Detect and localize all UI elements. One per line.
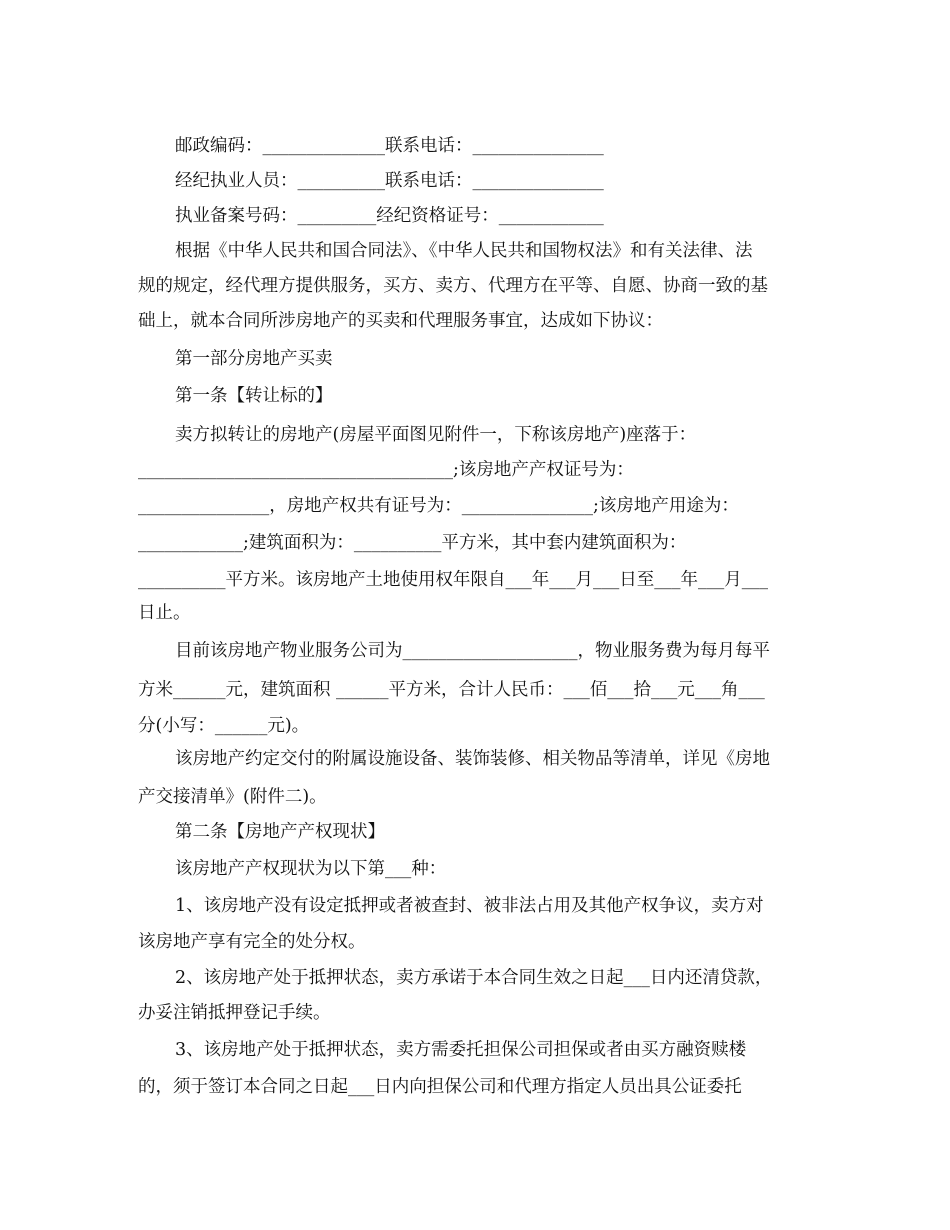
text-line-handover-2: 产交接清单》(附件二)。: [138, 787, 327, 807]
text-line-art1-6: 日止。: [138, 603, 191, 623]
text-line-property-service-3: 分(小写：______元)。: [138, 716, 310, 736]
section-heading-part-one: 第一部分房地产买卖: [175, 349, 333, 369]
text-line-preamble-1: 根据《中华人民共和国合同法》、《中华人民共和国物权法》和有关法律、法: [175, 241, 753, 261]
text-line-art1-3: _______________，房地产权共有证号为：_______________;该房地产用途为：: [138, 496, 739, 516]
text-line-art1-2: ____________________________________;该房地产产权证号为：: [138, 460, 634, 480]
text-line-handover-1: 该房地产约定交付的附属设施设备、装饰装修、相关物品等清单，详见《房地: [175, 749, 770, 769]
text-line-art2-item2-b: 办妥注销抵押登记手续。: [138, 1003, 331, 1023]
text-line-agent-phone: 经纪执业人员：__________联系电话：_______________: [175, 171, 604, 191]
text-line-property-service-2: 方米______元，建筑面积 ______平方米，合计人民币：___佰___拾___元___角___: [138, 680, 765, 700]
text-line-preamble-2: 规的规定，经代理方提供服务，买方、卖方、代理方在平等、自愿、协商一致的基: [138, 276, 768, 296]
text-line-art2-item2-a: 2、该房地产处于抵押状态，卖方承诺于本合同生效之日起___日内还清贷款，: [175, 968, 773, 988]
text-line-art1-5: __________平方米。该房地产土地使用权年限自___年___月___日至___年___月___: [138, 570, 768, 590]
text-line-art2-item3-b: 的，须于签订本合同之日起___日内向担保公司和代理方指定人员出具公证委托: [138, 1077, 742, 1097]
text-line-art2-item3-a: 3、该房地产处于抵押状态，卖方需委托担保公司担保或者由买方融资赎楼: [175, 1040, 747, 1060]
text-line-preamble-3: 础上，就本合同所涉房地产的买卖和代理服务事宜，达成如下协议：: [138, 311, 663, 331]
text-line-art2-item1-a: 1、该房地产没有设定抵押或者被查封、被非法占用及其他产权争议，卖方对: [175, 896, 764, 916]
article-heading-1: 第一条【转让标的】: [175, 386, 333, 406]
text-line-art2-intro: 该房地产产权现状为以下第___种：: [175, 859, 447, 879]
text-line-art2-item1-b: 该房地产享有完全的处分权。: [138, 932, 366, 952]
text-line-registration: 执业备案号码：_________经纪资格证号：____________: [175, 206, 604, 226]
text-line-property-service-1: 目前该房地产物业服务公司为____________________，物业服务费为每月每平: [175, 641, 770, 661]
text-line-art1-4: ____________;建筑面积为：__________平方米，其中套内建筑面积为：: [138, 533, 687, 553]
text-line-art1-1: 卖方拟转让的房地产(房屋平面图见附件一，下称该房地产)座落于：: [175, 425, 697, 445]
text-line-postal-phone: 邮政编码：______________联系电话：_______________: [175, 136, 604, 156]
article-heading-2: 第二条【房地产产权现状】: [175, 822, 385, 842]
